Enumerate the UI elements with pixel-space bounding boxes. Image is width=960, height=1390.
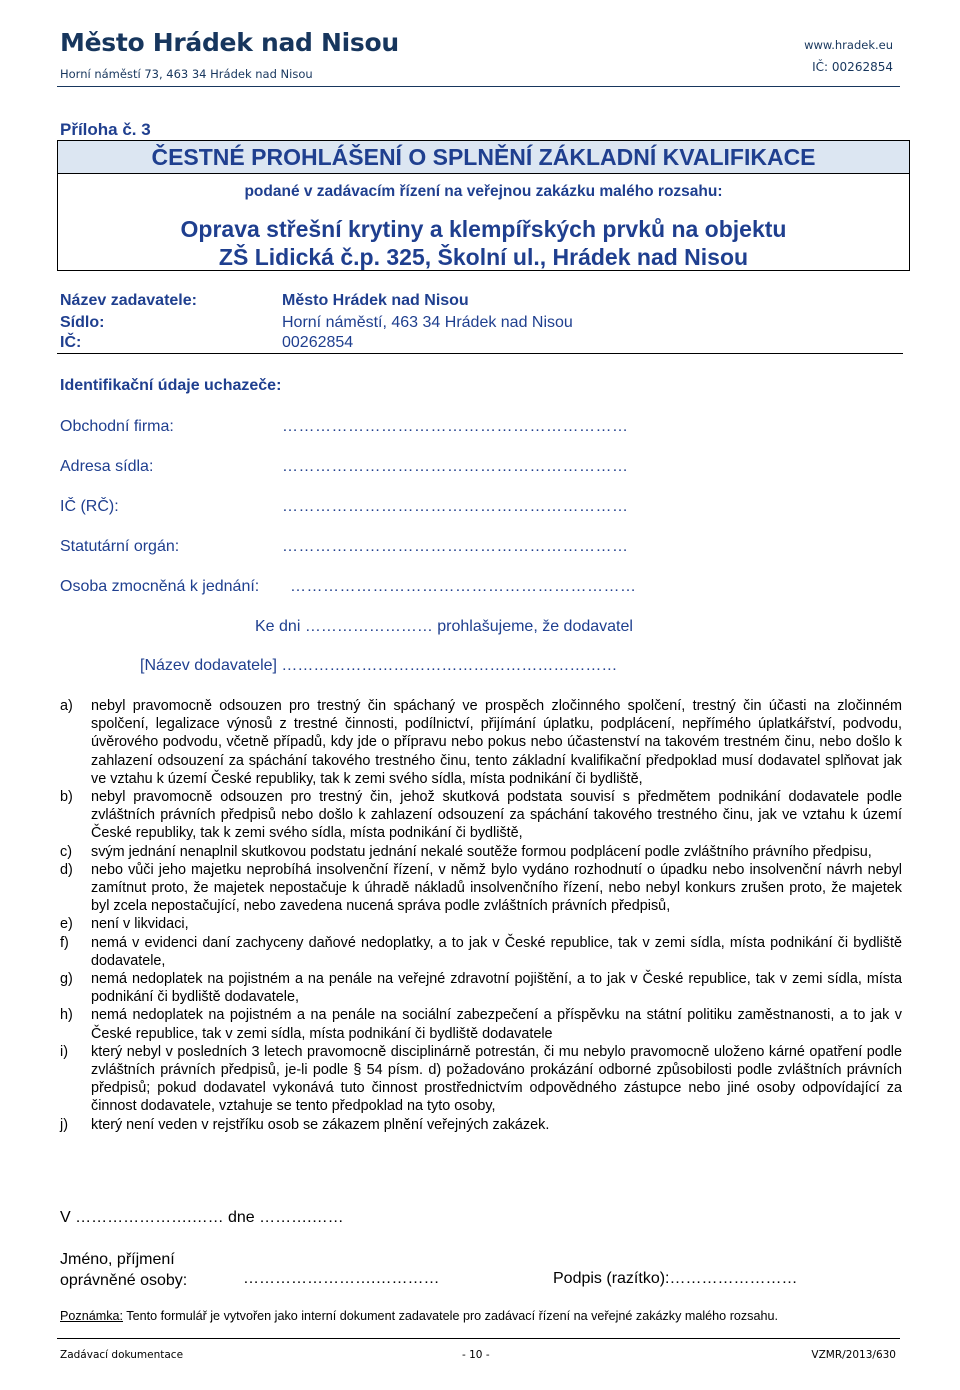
note-label: Poznámka: (60, 1309, 123, 1323)
header-ic: IČ: 00262854 (812, 60, 893, 74)
document-title: ČESTNÉ PROHLÁŠENÍ O SPLNĚNÍ ZÁKLADNÍ KVALIFIKACE (57, 140, 910, 174)
field-label-statutory: Statutární orgán: (60, 538, 180, 555)
condition-text: který není veden v rejstříku osob se zákazem plnění veřejných zakázek. (91, 1116, 550, 1133)
condition-item (60, 970, 902, 1006)
declaration-date-line: Ke dni …………………… prohlašujeme, že dodavatel (255, 618, 633, 635)
condition-item (60, 1043, 902, 1116)
condition-letter: j) (60, 1116, 68, 1133)
supplier-name-line: [Název dodavatele] ……………………………………………………… (140, 657, 618, 674)
field-input-company[interactable]: ……………………………………………………… (282, 418, 629, 435)
condition-text: nemá nedoplatek na pojistném a na penále na sociální zabezpečení a příspěvku na státní politiku zaměstnanosti, a to jak v České republice, tak v zemi sídla, místa podnikání či bydliště dodavatele (91, 1007, 902, 1042)
authority-name-label: Název zadavatele: (60, 292, 197, 309)
authorized-person-label-line-2: oprávněné osoby: (60, 1272, 188, 1289)
footer-reference: VZMR/2013/630 (811, 1349, 896, 1361)
condition-text: svým jednání nenaplnil skutkovou podstatu jednání nekalé soutěže formou podplácení podle zvláštního právního předpisu, (91, 843, 872, 860)
authority-ic-value: 00262854 (282, 334, 354, 351)
footer-divider (57, 1338, 900, 1339)
authority-ic-label: IČ: (60, 334, 82, 351)
authority-name-value: Město Hrádek nad Nisou (282, 292, 469, 309)
field-label-company: Obchodní firma: (60, 418, 174, 435)
header-title: Město Hrádek nad Nisou (60, 28, 399, 57)
place-date-line: V ………………….…… dne ……….…… (60, 1209, 344, 1226)
condition-item (60, 843, 902, 861)
condition-letter: g) (60, 971, 73, 988)
footer-doc-name: Zadávací dokumentace (60, 1349, 184, 1361)
condition-letter: h) (60, 1007, 73, 1024)
field-label-authorized: Osoba zmocněná k jednání: (60, 578, 260, 595)
condition-item (60, 1006, 902, 1042)
condition-item (60, 934, 902, 970)
authorized-person-field[interactable]: …………………….………… (243, 1270, 440, 1287)
project-name (57, 215, 910, 271)
authorized-person-label (60, 1249, 187, 1291)
condition-letter: e) (60, 916, 73, 933)
note (60, 1309, 778, 1323)
condition-text: který nebyl v posledních 3 letech pravomocně disciplinárně potrestán, či mu nebylo pravomocně uloženo kárné opatření podle zvláštních právních předpisů, je-li podle § 54 písm. d) požadováno prokázání odborné způsobilosti podle zvláštních právních předpisů; pokud dodavatel vykonává tuto činnost prostřednictvím odpovědného zástupce nebo jiné osoby odpovídající za činnost dodavatele, vztahuje se tento předpoklad na tyto osoby, (91, 1043, 902, 1115)
condition-letter: b) (60, 789, 73, 806)
condition-letter: c) (60, 843, 72, 860)
project-name-line-2: ZŠ Lidická č.p. 325, Školní ul., Hrádek nad Nisou (218, 244, 749, 270)
condition-text: není v likvidaci, (91, 916, 189, 933)
field-input-authorized[interactable]: ……………………………………………………… (290, 578, 637, 595)
project-name-line-1: Oprava střešní krytiny a klempířských prvků na objektu (180, 216, 787, 242)
condition-letter: d) (60, 861, 73, 878)
authority-divider (57, 353, 903, 354)
condition-letter: i) (60, 1043, 68, 1060)
header-address: Horní náměstí 73, 463 34 Hrádek nad Nisou (60, 67, 313, 81)
field-input-ic[interactable]: ……………………………………………………… (282, 498, 629, 515)
condition-text: nebo vůči jeho majetku neprobíhá insolvenční řízení, v němž bylo vydáno rozhodnutí o úpadku nebo insolvenční návrh nebyl zamítnut proto, že majetek nepostačuje k úhradě nákladů insolvenčního řízení, nebo nebyl konkurs zrušen proto, že majetek byl zcela nepostačující, nebo zavedena nucená správa podle zvláštních právních předpisů, (91, 861, 902, 915)
footer-page-number: - 10 - (462, 1349, 490, 1361)
attachment-label: Příloha č. 3 (60, 120, 151, 139)
condition-text: nebyl pravomocně odsouzen pro trestný čin spáchaný ve prospěch zločinného spolčení, trestný čin účasti na zločinném spolčení, legalizace výnosů z trestné činnosti, podílnictví, přijímání úplatku, podplácení, nepřímého úplatkářství, podvodu, úvěrového podvodu, včetně případů, kdy jde o přípravu nebo pokus nebo účastenství na takovém trestném činu, nebo došlo k zahlazení odsouzení za spáchání takového trestného činu, tento základní kvalifikační předpoklad musí dodavatel splňovat jak ve vztahu k území České republiky, tak k zemi svého sídla, místa podnikání či bydliště, (91, 698, 902, 787)
field-input-statutory[interactable]: ……………………………………………………… (282, 538, 629, 555)
authority-seat-label: Sídlo: (60, 314, 105, 331)
authorized-person-label-line-1: Jméno, příjmení (60, 1251, 175, 1268)
condition-text: nebyl pravomocně odsouzen pro trestný čin, jehož skutková podstata souvisí s předmětem podnikání dodavatele podle zvláštních právních předpisů nebo došlo k zahlazení odsouzení za spáchání takového trestného činu, jak ve vztahu k území České republiky, tak k zemi svého sídla, místa podnikání či bydliště, (91, 789, 902, 842)
condition-letter: a) (60, 698, 73, 714)
field-label-address: Adresa sídla: (60, 458, 154, 475)
condition-item (60, 1116, 902, 1134)
field-input-address[interactable]: ……………………………………………………… (282, 458, 629, 475)
condition-item (60, 915, 902, 933)
field-label-ic: IČ (RČ): (60, 498, 119, 515)
condition-text: nemá v evidenci daní zachyceny daňové nedoplatky, a to jak v České republice, tak v zemi sídla, místa podnikání či bydliště dodavatele, (91, 934, 902, 969)
signature-field[interactable]: Podpis (razítko):…………………… (553, 1270, 798, 1287)
applicant-heading: Identifikační údaje uchazeče: (60, 377, 282, 394)
condition-item (60, 861, 902, 916)
note-text: Tento formulář je vytvořen jako interní dokument zadavatele pro zadávací řízení na veřejné zakázky malého rozsahu. (123, 1309, 778, 1323)
authority-seat-value: Horní náměstí, 463 34 Hrádek nad Nisou (282, 314, 573, 331)
condition-item (60, 697, 902, 788)
condition-letter: f) (60, 934, 69, 951)
condition-item (60, 788, 902, 843)
header-website[interactable]: www.hradek.eu (804, 38, 893, 52)
document-subtitle: podané v zadávacím řízení na veřejnou zakázku malého rozsahu: (244, 183, 723, 200)
condition-text: nemá nedoplatek na pojistném a na penále na veřejné zdravotní pojištění, a to jak v České republice, tak v zemi sídla, místa podnikání či bydliště dodavatele, (91, 971, 902, 1006)
conditions-list (60, 697, 902, 1134)
header-divider (57, 86, 900, 87)
